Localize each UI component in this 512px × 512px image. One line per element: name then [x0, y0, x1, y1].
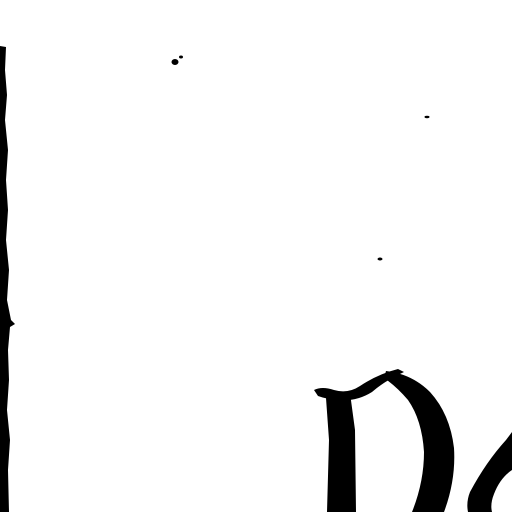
- ink-speck: [425, 116, 430, 118]
- blackletter-capital-d: [314, 369, 512, 512]
- edge-speck: [1, 394, 3, 396]
- ink-speck: [179, 56, 183, 59]
- ink-speck: [172, 59, 179, 65]
- edge-speck: [2, 339, 5, 342]
- page-edge-line: [0, 46, 15, 512]
- ink-speck: [378, 258, 383, 261]
